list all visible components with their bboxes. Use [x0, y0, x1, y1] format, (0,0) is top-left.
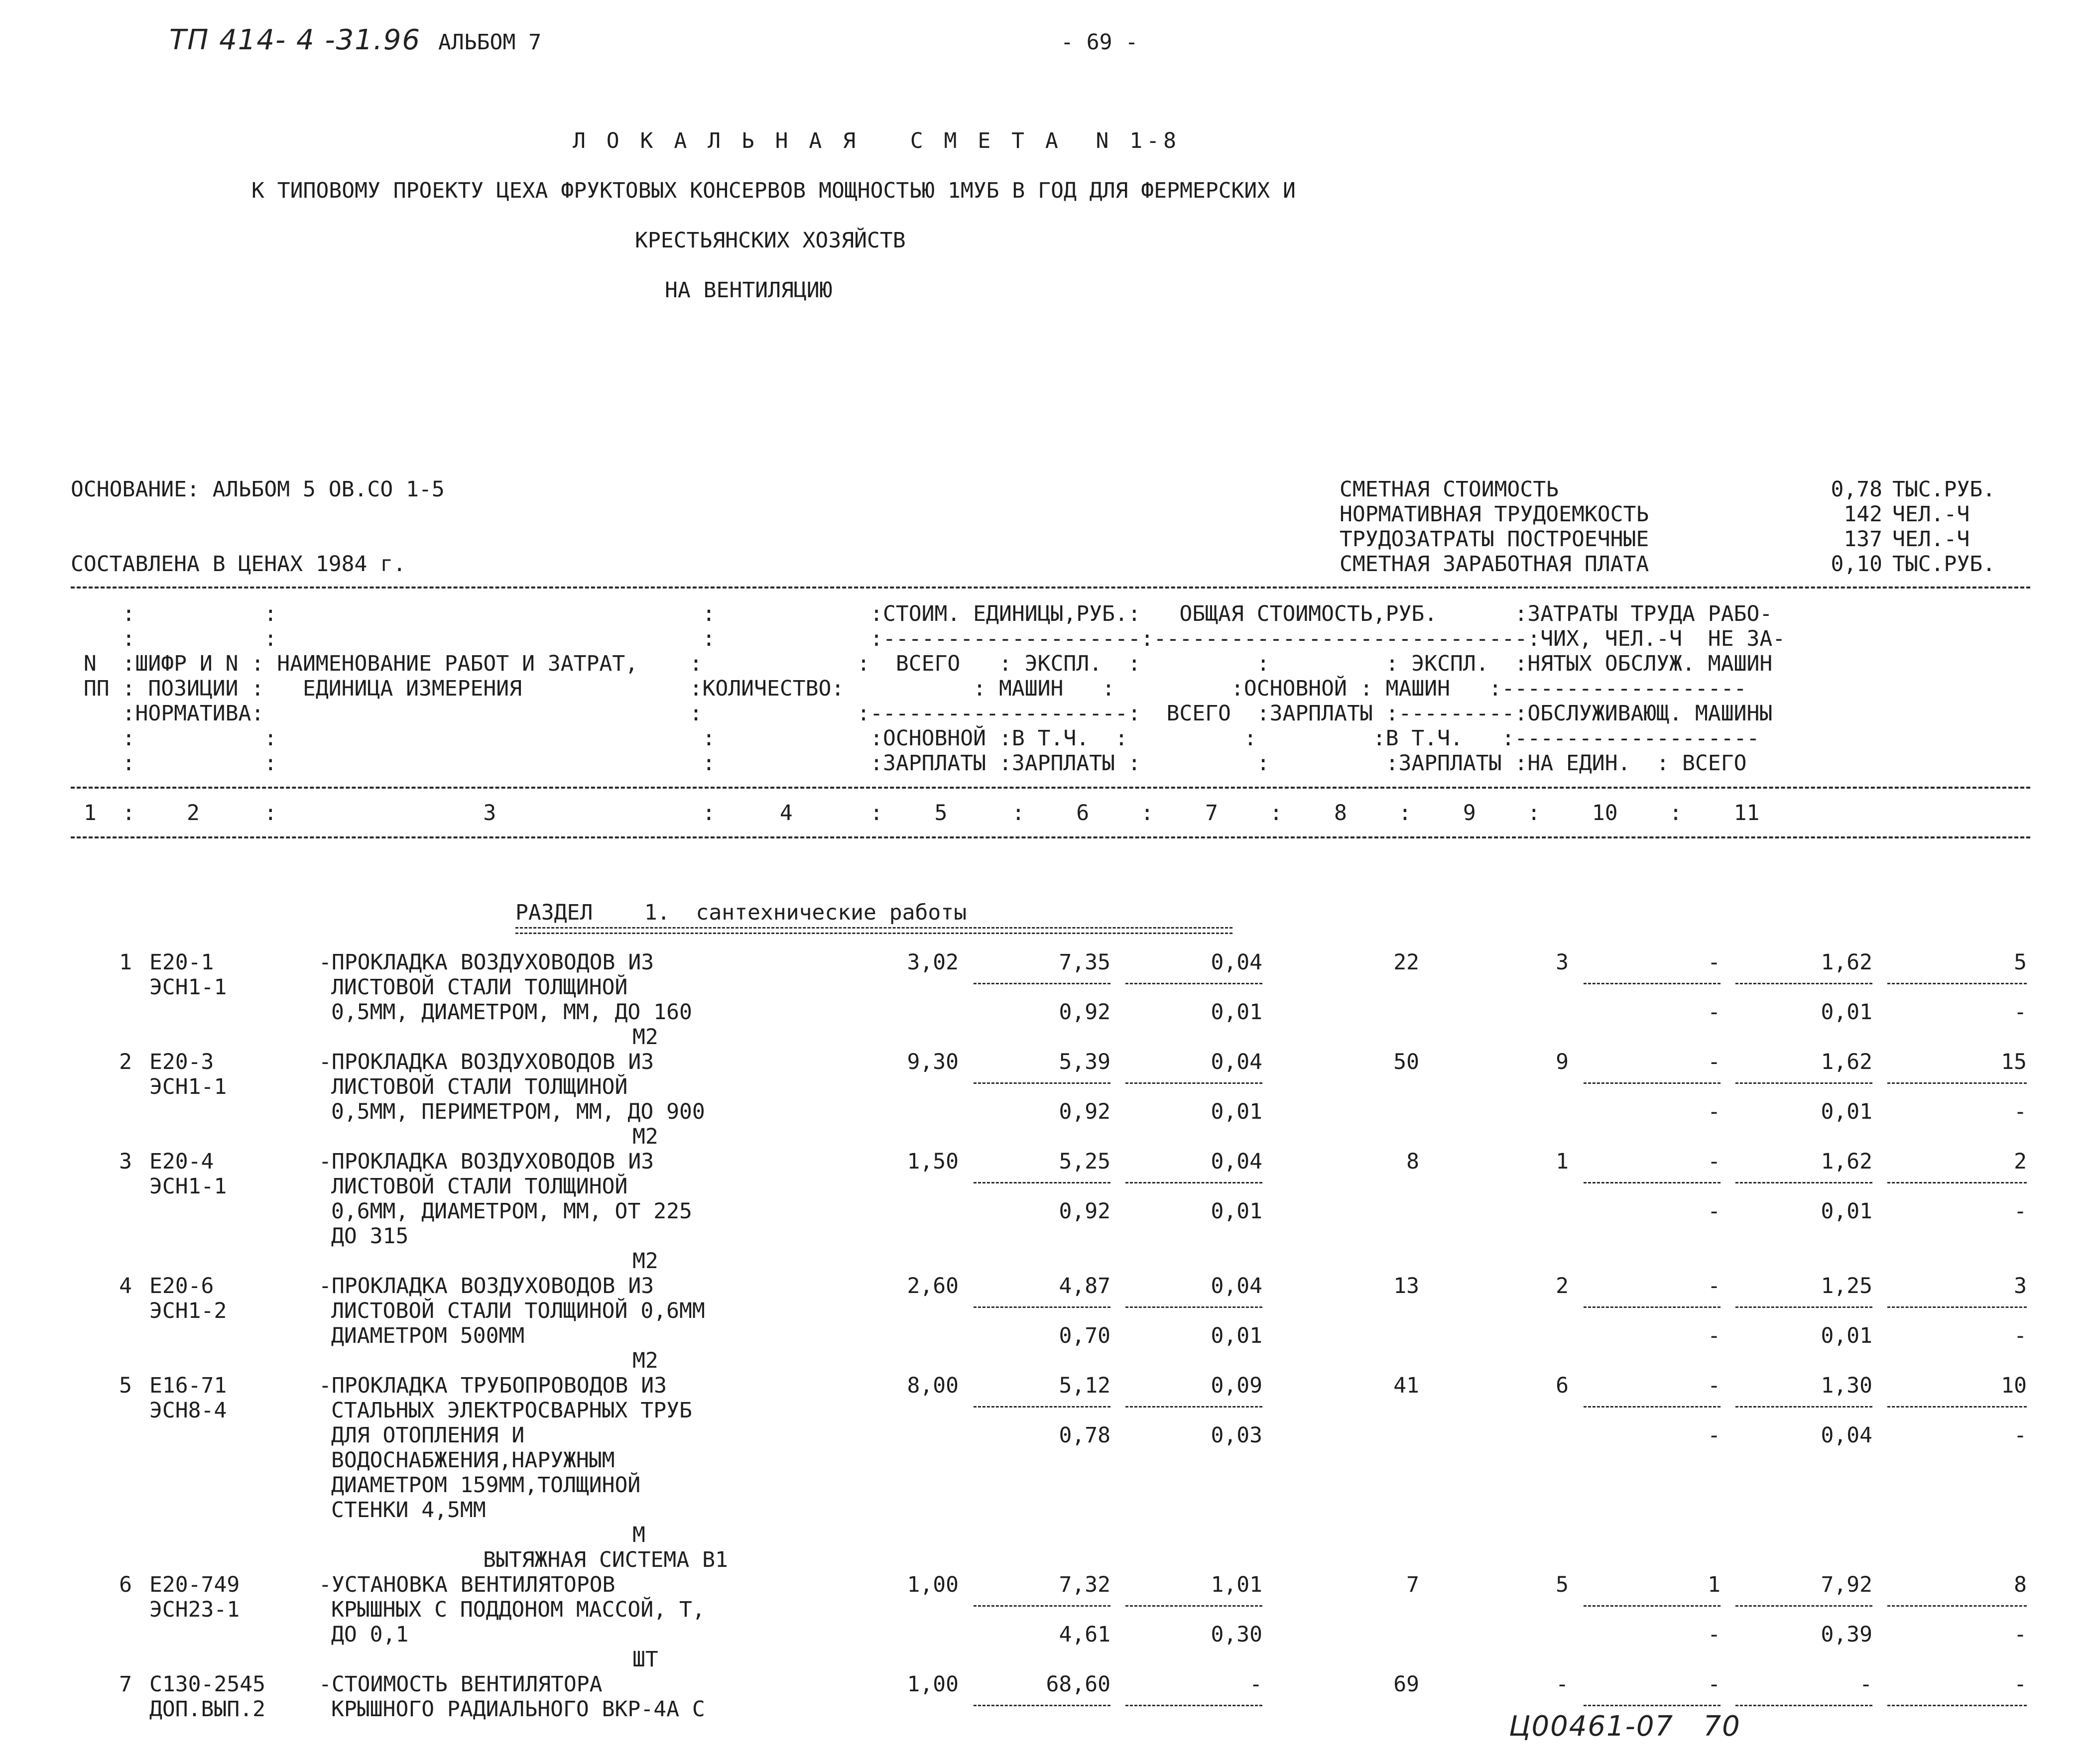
cell-divider [1735, 1182, 1872, 1183]
row-name-line: КРЫШНЫХ С ПОДДОНОМ МАССОЙ, Т, [331, 1597, 705, 1622]
row-name-line: СТЕНКИ 4,5ММ [331, 1498, 486, 1523]
cell-divider [1735, 1705, 1872, 1706]
summary-unit: ЧЕЛ.-Ч [1892, 502, 1970, 527]
cell-divider [1887, 1605, 2027, 1607]
row-cell-c10: 1,62 [1821, 1149, 1872, 1174]
row-cell-c11b: - [2014, 1099, 2027, 1124]
row-cell-c5b: 4,61 [1059, 1622, 1110, 1647]
row-name-line: -ПРОКЛАДКА ВОЗДУХОВОДОВ ИЗ [319, 1050, 654, 1074]
cell-divider [974, 983, 1110, 984]
row-code: Е20-749 [149, 1572, 240, 1597]
row-cell-c5b: 0,70 [1059, 1323, 1110, 1348]
summary-value: 142 [1843, 502, 1882, 527]
summary-label: НОРМАТИВНАЯ ТРУДОЕМКОСТЬ [1340, 502, 1649, 527]
row-name-line: ДО 0,1 [331, 1622, 409, 1647]
row-name-line: ВОДОСНАБЖЕНИЯ,НАРУЖНЫМ [331, 1448, 615, 1473]
row-name-line: 0,5ММ, ДИАМЕТРОМ, ММ, ДО 160 [331, 1000, 692, 1025]
cell-divider [1735, 1605, 1872, 1607]
row-cell-c10b: 0,01 [1821, 1000, 1872, 1025]
row-cell-c11: 2 [2014, 1149, 2027, 1174]
row-cell-c9: 1 [1708, 1572, 1720, 1597]
row-cell-c6b: 0,01 [1211, 1099, 1262, 1124]
row-cell-c11: 5 [2014, 950, 2027, 975]
row-cell-c6b: 0,01 [1211, 1323, 1262, 1348]
album-label: АЛЬБОМ 7 [438, 30, 542, 55]
row-cell-c9b: - [1708, 1323, 1720, 1348]
row-cell-c9b: - [1708, 1199, 1720, 1224]
row-name-line: ЛИСТОВОЙ СТАЛИ ТОЛЩИНОЙ [331, 1074, 628, 1099]
cell-divider [1125, 1605, 1262, 1607]
row-cell-c10b: 0,01 [1821, 1099, 1872, 1124]
header-top-rule [71, 587, 2030, 588]
row-name-line: -ПРОКЛАДКА ВОЗДУХОВОДОВ ИЗ [319, 1149, 654, 1174]
row-code: Е20-1 [149, 950, 214, 975]
row-cell-c9b: - [1708, 1000, 1720, 1025]
row-number: 3 [119, 1149, 132, 1174]
summary-unit: ТЫС.РУБ. [1892, 552, 1996, 577]
subsystem-label: ВЫТЯЖНАЯ СИСТЕМА В1 [483, 1547, 728, 1572]
row-code: Е20-3 [149, 1050, 214, 1074]
cell-divider [1735, 983, 1872, 984]
row-name-line: ЛИСТОВОЙ СТАЛИ ТОЛЩИНОЙ [331, 1174, 628, 1199]
header-bottom-rule [71, 836, 2030, 838]
row-cell-c10: - [1859, 1672, 1872, 1697]
row-name-line: -СТОИМОСТЬ ВЕНТИЛЯТОРА [319, 1672, 603, 1697]
handwritten-stamp: Ц00461-07 70 [1509, 1710, 1741, 1743]
header-line: : : : :ОСНОВНОЙ :В Т.Ч. : : :В Т.Ч. :------------------- [71, 726, 1760, 751]
row-code: Е20-4 [149, 1149, 214, 1174]
row-name-line: -ПРОКЛАДКА ВОЗДУХОВОДОВ ИЗ [319, 950, 654, 975]
row-cell-c9b: - [1708, 1423, 1720, 1448]
summary-label: ТРУДОЗАТРАТЫ ПОСТРОЕЧНЫЕ [1340, 527, 1649, 552]
cell-divider [1125, 983, 1262, 984]
row-code-2: ЭСН23-1 [149, 1597, 240, 1622]
row-cell-c5b: 0,92 [1059, 1000, 1110, 1025]
row-cell-c10b: 0,01 [1821, 1323, 1872, 1348]
row-cell-c6: 0,04 [1211, 1050, 1262, 1074]
row-cell-qty: 9,30 [907, 1050, 959, 1074]
row-cell-c6: 0,04 [1211, 1274, 1262, 1298]
row-name-line: ЛИСТОВОЙ СТАЛИ ТОЛЩИНОЙ 0,6ММ [331, 1298, 705, 1323]
row-cell-c5: 5,12 [1059, 1373, 1110, 1398]
cell-divider [1735, 1406, 1872, 1408]
row-code: Е20-6 [149, 1274, 214, 1298]
row-code-2: ЭСН1-1 [149, 1074, 227, 1099]
row-name-line: ДИАМЕТРОМ 159ММ,ТОЛЩИНОЙ [331, 1473, 641, 1498]
row-cell-c6b: 0,03 [1211, 1423, 1262, 1448]
cell-divider [1887, 983, 2027, 984]
row-cell-qty: 1,00 [907, 1672, 959, 1697]
row-code: С130-2545 [149, 1672, 265, 1697]
row-cell-c8: 3 [1556, 950, 1569, 975]
basis-osnovanie: ОСНОВАНИЕ: АЛЬБОМ 5 ОВ.СО 1-5 [71, 477, 445, 502]
cell-divider [974, 1306, 1110, 1308]
subtitle-line-1: К ТИПОВОМУ ПРОЕКТУ ЦЕХА ФРУКТОВЫХ КОНСЕРВОВ МОЩНОСТЬЮ 1МУБ В ГОД ДЛЯ ФЕРМЕРСКИХ И [251, 178, 1296, 203]
row-cell-c5b: 0,92 [1059, 1099, 1110, 1124]
cell-divider [1735, 1306, 1872, 1308]
row-cell-qty: 1,00 [907, 1572, 959, 1597]
summary-value: 0,78 [1831, 477, 1882, 502]
row-cell-c5: 4,87 [1059, 1274, 1110, 1298]
row-cell-c10: 1,62 [1821, 950, 1872, 975]
cell-divider [974, 1182, 1110, 1183]
row-name-line: -ПРОКЛАДКА ТРУБОПРОВОДОВ ИЗ [319, 1373, 667, 1398]
cell-divider [1584, 1406, 1720, 1408]
row-cell-c9b: - [1708, 1622, 1720, 1647]
document-title: Л О К А Л Ь Н А Я С М Е Т А N 1-8 [573, 128, 1180, 153]
cell-divider [1125, 1306, 1262, 1308]
column-numbers: 1 : 2 : 3 : 4 : 5 : 6 : 7 : 8 : 9 : 10 : 11 [71, 801, 1760, 825]
row-cell-c6b: 0,01 [1211, 1199, 1262, 1224]
row-name-line: СТАЛЬНЫХ ЭЛЕКТРОСВАРНЫХ ТРУБ [331, 1398, 692, 1423]
row-cell-c9: - [1708, 1373, 1720, 1398]
cell-divider [1584, 1605, 1720, 1607]
row-cell-c11b: - [2014, 1000, 2027, 1025]
row-cell-c10b: 0,04 [1821, 1423, 1872, 1448]
row-cell-c5b: 0,92 [1059, 1199, 1110, 1224]
row-cell-c7: 8 [1406, 1149, 1419, 1174]
header-mid-rule [71, 787, 2030, 789]
header-line: ПП : ПОЗИЦИИ : ЕДИНИЦА ИЗМЕРЕНИЯ :КОЛИЧЕСТВО: : МАШИН : :ОСНОВНОЙ : МАШИН :------------------- [71, 676, 1747, 701]
cell-divider [1887, 1306, 2027, 1308]
handwritten-code: ТП 414- 4 -31.96 [169, 24, 421, 56]
cell-divider [1584, 1306, 1720, 1308]
header-line: N :ШИФР И N : НАИМЕНОВАНИЕ РАБОТ И ЗАТРАТ, : : ВСЕГО : ЭКСПЛ. : : : ЭКСПЛ. :НЯТЫХ ОБСЛУЖ. МАШИН [71, 651, 1773, 676]
row-cell-c8: 2 [1556, 1274, 1569, 1298]
cell-divider [1125, 1082, 1262, 1084]
row-cell-c5b: 0,78 [1059, 1423, 1110, 1448]
row-cell-c6b: 0,01 [1211, 1000, 1262, 1025]
row-number: 2 [119, 1050, 132, 1074]
row-unit: М2 [632, 1249, 658, 1274]
row-cell-c7: 41 [1393, 1373, 1419, 1398]
row-cell-c10b: 0,39 [1821, 1622, 1872, 1647]
row-code-2: ЭСН8-4 [149, 1398, 227, 1423]
row-cell-c9b: - [1708, 1099, 1720, 1124]
row-cell-c7: 50 [1393, 1050, 1419, 1074]
row-name-line: ДИАМЕТРОМ 500ММ [331, 1323, 525, 1348]
cell-divider [1125, 1182, 1262, 1183]
row-cell-c10: 7,92 [1821, 1572, 1872, 1597]
row-cell-qty: 2,60 [907, 1274, 959, 1298]
summary-label: СМЕТНАЯ СТОИМОСТЬ [1340, 477, 1559, 502]
row-cell-c8: 1 [1556, 1149, 1569, 1174]
cell-divider [1584, 1705, 1720, 1706]
row-cell-c9: - [1708, 1050, 1720, 1074]
row-number: 4 [119, 1274, 132, 1298]
row-unit: М2 [632, 1348, 658, 1373]
row-code-2: ЭСН1-1 [149, 975, 227, 1000]
row-cell-c6: 0,04 [1211, 1149, 1262, 1174]
page-number: - 69 - [1061, 30, 1138, 55]
row-name-line: 0,6ММ, ДИАМЕТРОМ, ММ, ОТ 225 [331, 1199, 692, 1224]
row-cell-qty: 8,00 [907, 1373, 959, 1398]
row-cell-c9: - [1708, 950, 1720, 975]
cell-divider [1887, 1182, 2027, 1183]
row-cell-c7: 7 [1406, 1572, 1419, 1597]
row-cell-c9: - [1708, 1149, 1720, 1174]
row-name-line: ДО 315 [331, 1224, 409, 1249]
row-cell-c8: 9 [1556, 1050, 1569, 1074]
summary-value: 0,10 [1831, 552, 1882, 577]
row-unit: М2 [632, 1025, 658, 1050]
cell-divider [1125, 1705, 1262, 1706]
row-number: 5 [119, 1373, 132, 1398]
cell-divider [1887, 1406, 2027, 1408]
row-cell-c8: - [1556, 1672, 1569, 1697]
row-cell-c8: 5 [1556, 1572, 1569, 1597]
row-cell-c11b: - [2014, 1622, 2027, 1647]
row-cell-c5: 5,39 [1059, 1050, 1110, 1074]
row-cell-c11: 10 [2001, 1373, 2027, 1398]
row-name-line: -УСТАНОВКА ВЕНТИЛЯТОРОВ [319, 1572, 615, 1597]
subtitle-line-3: НА ВЕНТИЛЯЦИЮ [665, 278, 833, 303]
cell-divider [974, 1705, 1110, 1706]
row-cell-c6: - [1249, 1672, 1262, 1697]
section-underline [515, 927, 1232, 934]
row-cell-c11b: - [2014, 1423, 2027, 1448]
cell-divider [1735, 1082, 1872, 1084]
row-unit: М2 [632, 1124, 658, 1149]
row-name-line: -ПРОКЛАДКА ВОЗДУХОВОДОВ ИЗ [319, 1274, 654, 1298]
cell-divider [974, 1082, 1110, 1084]
section-title: РАЗДЕЛ 1. сантехнические работы [515, 900, 967, 925]
row-code-2: ДОП.ВЫП.2 [149, 1697, 265, 1722]
cell-divider [1584, 983, 1720, 984]
row-cell-c7: 13 [1393, 1274, 1419, 1298]
row-cell-c7: 69 [1393, 1672, 1419, 1697]
row-unit: М [632, 1523, 645, 1547]
header-line: :НОРМАТИВА: : :--------------------: ВСЕГО :ЗАРПЛАТЫ :---------:ОБСЛУЖИВАЮЩ. МАШИНЫ [71, 701, 1773, 726]
row-cell-c5: 68,60 [1046, 1672, 1110, 1697]
row-name-line: КРЫШНОГО РАДИАЛЬНОГО ВКР-4А С [331, 1697, 705, 1722]
row-cell-c6: 0,09 [1211, 1373, 1262, 1398]
row-cell-qty: 1,50 [907, 1149, 959, 1174]
subtitle-line-2: КРЕСТЬЯНСКИХ ХОЗЯЙСТВ [635, 228, 906, 253]
row-cell-c11: 15 [2001, 1050, 2027, 1074]
cell-divider [974, 1605, 1110, 1607]
row-cell-c10b: 0,01 [1821, 1199, 1872, 1224]
row-cell-c6b: 0,30 [1211, 1622, 1262, 1647]
cell-divider [974, 1406, 1110, 1408]
row-cell-c5: 7,32 [1059, 1572, 1110, 1597]
row-cell-c11: 8 [2014, 1572, 2027, 1597]
basis-prices: СОСТАВЛЕНА В ЦЕНАХ 1984 г. [71, 552, 406, 577]
header-line: : : : :ЗАРПЛАТЫ :ЗАРПЛАТЫ : : :ЗАРПЛАТЫ :НА ЕДИН. : ВСЕГО [71, 751, 1747, 776]
row-number: 1 [119, 950, 132, 975]
row-cell-c10: 1,25 [1821, 1274, 1872, 1298]
row-cell-c9: - [1708, 1672, 1720, 1697]
cell-divider [1887, 1705, 2027, 1706]
row-unit: ШТ [632, 1647, 658, 1672]
row-cell-c11: - [2014, 1672, 2027, 1697]
row-cell-c11: 3 [2014, 1274, 2027, 1298]
row-cell-c9: - [1708, 1274, 1720, 1298]
row-cell-c11b: - [2014, 1323, 2027, 1348]
row-cell-qty: 3,02 [907, 950, 959, 975]
row-cell-c11b: - [2014, 1199, 2027, 1224]
summary-value: 137 [1843, 527, 1882, 552]
cell-divider [1125, 1406, 1262, 1408]
row-name-line: ЛИСТОВОЙ СТАЛИ ТОЛЩИНОЙ [331, 975, 628, 1000]
cell-divider [1584, 1182, 1720, 1183]
cell-divider [1887, 1082, 2027, 1084]
summary-label: СМЕТНАЯ ЗАРАБОТНАЯ ПЛАТА [1340, 552, 1649, 577]
row-cell-c6: 0,04 [1211, 950, 1262, 975]
row-cell-c5: 7,35 [1059, 950, 1110, 975]
header-line: : : : :--------------------:-----------------------------:ЧИХ, ЧЕЛ.-Ч НЕ ЗА- [71, 626, 1786, 651]
summary-unit: ТЫС.РУБ. [1892, 477, 1996, 502]
row-number: 7 [119, 1672, 132, 1697]
row-code-2: ЭСН1-2 [149, 1298, 227, 1323]
row-cell-c7: 22 [1393, 950, 1419, 975]
summary-unit: ЧЕЛ.-Ч [1892, 527, 1970, 552]
cell-divider [1584, 1082, 1720, 1084]
row-code-2: ЭСН1-1 [149, 1174, 227, 1199]
row-number: 6 [119, 1572, 132, 1597]
row-cell-c10: 1,30 [1821, 1373, 1872, 1398]
row-code: Е16-71 [149, 1373, 227, 1398]
row-name-line: ДЛЯ ОТОПЛЕНИЯ И [331, 1423, 525, 1448]
row-cell-c6: 1,01 [1211, 1572, 1262, 1597]
row-cell-c5: 5,25 [1059, 1149, 1110, 1174]
row-cell-c10: 1,62 [1821, 1050, 1872, 1074]
row-name-line: 0,5ММ, ПЕРИМЕТРОМ, ММ, ДО 900 [331, 1099, 705, 1124]
header-line: : : : :СТОИМ. ЕДИНИЦЫ,РУБ.: ОБЩАЯ СТОИМОСТЬ,РУБ. :ЗАТРАТЫ ТРУДА РАБО- [71, 601, 1773, 626]
row-cell-c8: 6 [1556, 1373, 1569, 1398]
